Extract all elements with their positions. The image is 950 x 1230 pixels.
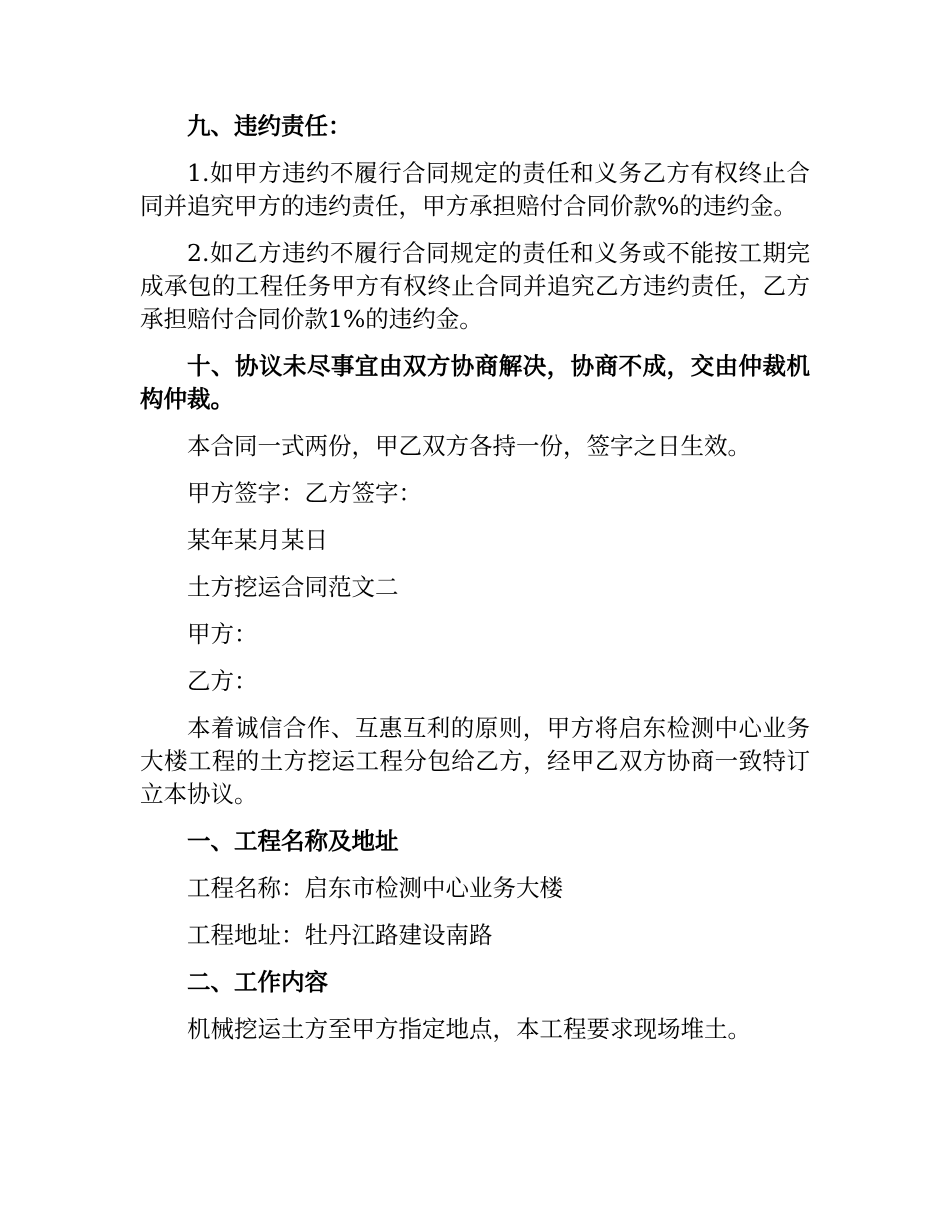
- project-address-line: 工程地址：牡丹江路建设南路: [187, 921, 493, 949]
- party-b-line: 乙方：: [187, 667, 258, 695]
- clause-party-b-breach: 2.如乙方违约不履行合同规定的责任和义务或不能按工期完成承包的工程任务甲方有权终止合同并追究乙方违约责任，乙方承担赔付合同价款1%的违约金。: [140, 239, 810, 333]
- work-content-text: 机械挖运土方至甲方指定地点，本工程要求现场堆土。: [187, 1015, 751, 1043]
- sample-contract-title: 土方挖运合同范文二: [187, 573, 399, 601]
- section-heading-work-content: 二、工作内容: [187, 968, 328, 996]
- signature-line: 甲方签字：乙方签字：: [187, 479, 422, 507]
- section-heading-project-name: 一、工程名称及地址: [187, 827, 399, 855]
- date-line: 某年某月某日: [187, 526, 328, 554]
- section-heading-breach-liability: 九、违约责任：: [187, 112, 352, 140]
- contract-copies-text: 本合同一式两份，甲乙双方各持一份，签字之日生效。: [187, 432, 751, 460]
- document-page: [140, 110, 810, 1060]
- party-a-line: 甲方：: [187, 620, 258, 648]
- project-name-line: 工程名称：启东市检测中心业务大楼: [187, 874, 563, 902]
- clause-party-a-breach: 1.如甲方违约不履行合同规定的责任和义务乙方有权终止合同并追究甲方的违约责任，甲方承担赔付合同价款%的违约金。: [140, 159, 810, 220]
- preamble-text: 本着诚信合作、互惠互利的原则，甲方将启东检测中心业务大楼工程的土方挖运工程分包给乙方，经甲乙双方协商一致特订立本协议。: [140, 714, 810, 808]
- section-heading-dispute-resolution: 十、协议未尽事宜由双方协商解决，协商不成，交由仲裁机构仲裁。: [140, 352, 810, 413]
